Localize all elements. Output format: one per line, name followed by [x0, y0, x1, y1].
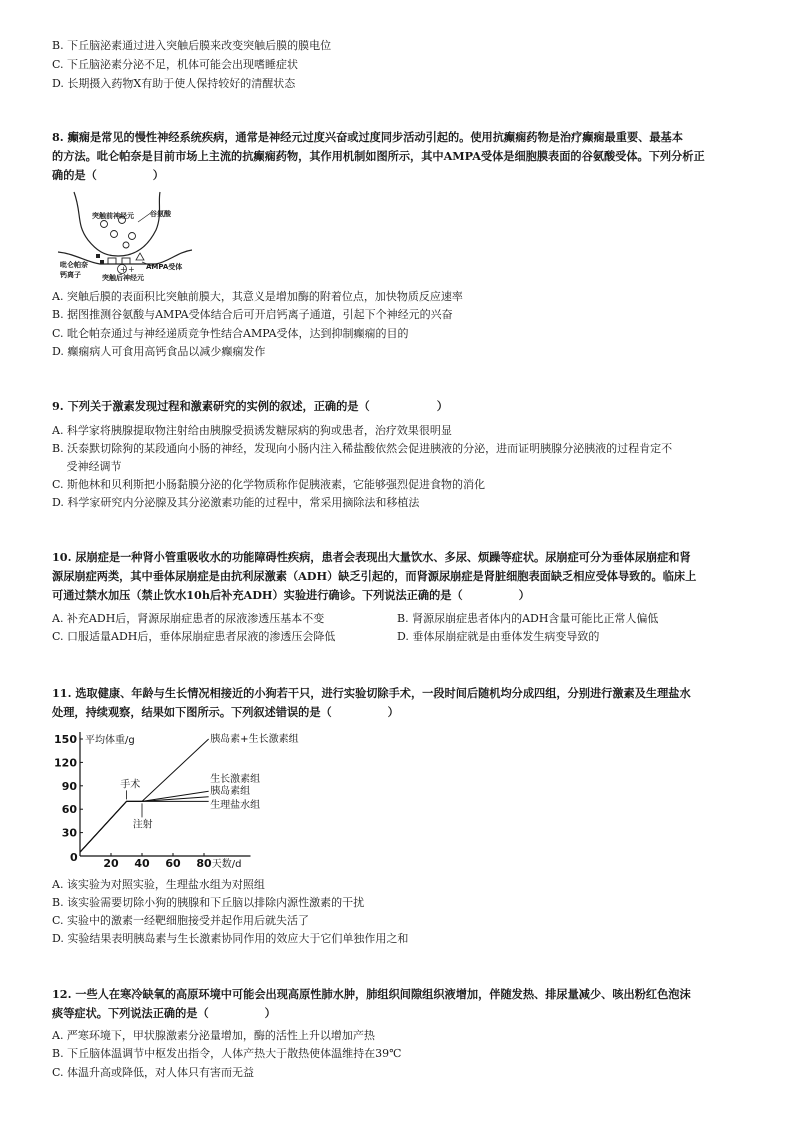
series-label: 胰岛素+生长激素组 — [210, 734, 299, 745]
q9-option-d: D. 科学家研究内分泌腺及其分泌激素功能的过程中，常采用摘除法和移植法 — [52, 496, 420, 509]
q12-option-b: B. 下丘脑体温调节中枢发出指令，人体产热大于散热使体温维持在39℃ — [52, 1047, 402, 1060]
q10-option-c: C. 口服适量ADH后，垂体尿崩症患者尿液的渗透压会降低 — [52, 630, 336, 643]
q9-option-a: A. 科学家将胰腺提取物注射给由胰腺受损诱发糖尿病的狗或患者，治疗效果很明显 — [52, 424, 452, 437]
q12-option-c: C. 体温升高或降低，对人体只有害而无益 — [52, 1066, 255, 1079]
x-tick-label: 20 — [103, 857, 119, 870]
q10-stem-line: 源尿崩症两类，其中垂体尿崩症是由抗利尿激素（ADH）缺乏引起的，而肾源尿崩症是肾脏细胞表面缺乏相应受体导致的。临床上 — [52, 569, 697, 583]
q11-stem-line: 11. 选取健康、年龄与生长情况相接近的小狗若干只，进行实验切除手术，一段时间后随机均分成四组，分别进行激素及生理盐水 — [52, 686, 691, 700]
q7-option-d: D. 长期摄入药物X有助于使人保持较好的清醒状态 — [52, 77, 296, 90]
q12-stem — [52, 985, 752, 1023]
label-perampanel: 吡仑帕奈 — [60, 261, 88, 269]
q9-option-c: C. 斯他林和贝利斯把小肠黏膜分泌的化学物质称作促胰液素，它能够强烈促进食物的消化 — [52, 478, 486, 491]
q8-option-c: C. 吡仑帕奈通过与神经递质竞争性结合AMPA受体，达到抑制癫痫的目的 — [52, 327, 409, 340]
y-tick-label: 120 — [54, 756, 77, 770]
vesicle — [123, 242, 129, 248]
presynaptic-terminal — [74, 192, 160, 256]
weight-chart — [54, 728, 299, 870]
label-ampa: AMPA受体 — [146, 263, 183, 271]
x-tick-label: 40 — [134, 857, 150, 870]
q9-option-b-cont: 受神经调节 — [52, 460, 122, 473]
q9-option-b: B. 沃泰默切除狗的某段通向小肠的神经，发现向小肠内注入稀盐酸依然会促进胰液的分泌，进而证明胰腺分泌胰液的过程肯定不 — [52, 442, 673, 455]
q9-stem-line: 9. 下列关于激素发现过程和激素研究的实例的叙述，正确的是（ ） — [52, 399, 448, 413]
q10-option-a: A. 补充ADH后，肾源尿崩症患者的尿液渗透压基本不变 — [52, 612, 325, 625]
ampa-receptor — [108, 258, 116, 264]
q8-option-a: A. 突触后膜的表面积比突触前膜大，其意义是增加酶的附着位点，加快物质反应速率 — [52, 290, 463, 303]
perampanel-mark — [100, 260, 104, 264]
q10-stem-line: 可通过禁水加压（禁止饮水10h后补充ADH）实验进行确诊。下列说法正确的是（ ） — [52, 588, 530, 602]
q9-stem — [52, 397, 752, 416]
series-label: 生长激素组 — [210, 774, 261, 785]
label-calcium: 钙离子 — [60, 271, 81, 279]
x-tick-label: 60 — [165, 857, 181, 870]
q8-option-d: D. 癫痫病人可食用高钙食品以减少癫痫发作 — [52, 345, 266, 358]
q8-option-b: B. 据图推测谷氨酸与AMPA受体结合后可开启钙离子通道，引起下个神经元的兴奋 — [52, 308, 453, 321]
q11-stem-line: 处理，持续观察，结果如下图所示。下列叙述错误的是（ ） — [52, 705, 399, 719]
q10-stem — [52, 548, 752, 605]
series-line — [80, 739, 209, 852]
q8-stem-line: 确的是（ ） — [52, 168, 164, 182]
label-glutamate: 谷氨酸 — [150, 210, 171, 218]
y-tick-label: 90 — [61, 779, 77, 793]
surgery-annotation: 手术 — [120, 779, 141, 791]
q7-option-c: C. 下丘脑泌素分泌不足，机体可能会出现嗜睡症状 — [52, 58, 299, 71]
q12-stem-line: 12. 一些人在寒冷缺氧的高原环境中可能会出现高原性肺水肿，肺组织间隙组织液增加，伴随发热、排尿量减少、咳出粉红色泡沫 — [52, 987, 691, 1001]
q11-option-d: D. 实验结果表明胰岛素与生长激素协同作用的效应大于它们单独作用之和 — [52, 932, 409, 945]
injection-annotation: 注射 — [132, 819, 153, 831]
plus-sign: + — [120, 265, 127, 274]
q11-option-c: C. 实验中的激素一经靶细胞接受并起作用后就失活了 — [52, 914, 310, 927]
q12-option-a: A. 严寒环境下，甲状腺激素分泌量增加，酶的活性上升以增加产热 — [52, 1029, 375, 1042]
x-axis-label: 天数/d — [211, 859, 242, 870]
q11-option-b: B. 该实验需要切除小狗的胰腺和下丘脑以排除内源性激素的干扰 — [52, 896, 365, 909]
series-label: 胰岛素组 — [210, 786, 251, 797]
ampa-receptor — [122, 258, 130, 264]
vesicle — [111, 231, 118, 238]
q11-option-a: A. 该实验为对照实验，生理盐水组为对照组 — [52, 878, 265, 891]
q10-stem-line: 10. 尿崩症是一种肾小管重吸收水的功能障碍性疾病，患者会表现出大量饮水、多尿、烦躁等症状。尿崩症可分为垂体尿崩症和肾 — [52, 550, 691, 564]
vesicle — [129, 233, 136, 240]
q11-stem — [52, 684, 752, 722]
q8-stem — [52, 128, 752, 185]
q10-option-b: B. 肾源尿崩症患者体内的ADH含量可能比正常人偏低 — [397, 612, 659, 625]
series-label: 生理盐水组 — [210, 800, 261, 811]
origin-label: 0 — [70, 851, 78, 864]
y-tick-label: 60 — [61, 803, 77, 817]
y-axis-label: 平均体重/g — [85, 735, 135, 746]
q10-option-d: D. 垂体尿崩症就是由垂体发生病变导致的 — [397, 630, 600, 643]
receptor-triangle — [136, 253, 144, 260]
label-postsynaptic: 突触后神经元 — [102, 274, 144, 282]
q8-stem-line: 8. 癫痫是常见的慢性神经系统疾病，通常是神经元过度兴奋或过度同步活动引起的。使用抗癫痫药物是治疗癫痫最重要、最基本 — [52, 130, 683, 144]
vesicle — [101, 221, 108, 228]
label-presynaptic: 突触前神经元 — [92, 212, 134, 220]
q8-stem-line: 的方法。吡仑帕奈是目前市场上主流的抗癫痫药物，其作用机制如图所示，其中AMPA受体是细胞膜表面的谷氨酸受体。下列分析正 — [52, 149, 705, 163]
q12-stem-line: 痰等症状。下列说法正确的是（ ） — [52, 1006, 276, 1020]
y-tick-label: 30 — [61, 826, 77, 840]
perampanel-mark — [96, 254, 100, 258]
q7-option-b: B. 下丘脑泌素通过进入突触后膜来改变突触后膜的膜电位 — [52, 39, 332, 52]
y-tick-label: 150 — [54, 733, 77, 746]
x-tick-label: 80 — [196, 857, 212, 870]
plus-sign: + — [128, 265, 135, 274]
